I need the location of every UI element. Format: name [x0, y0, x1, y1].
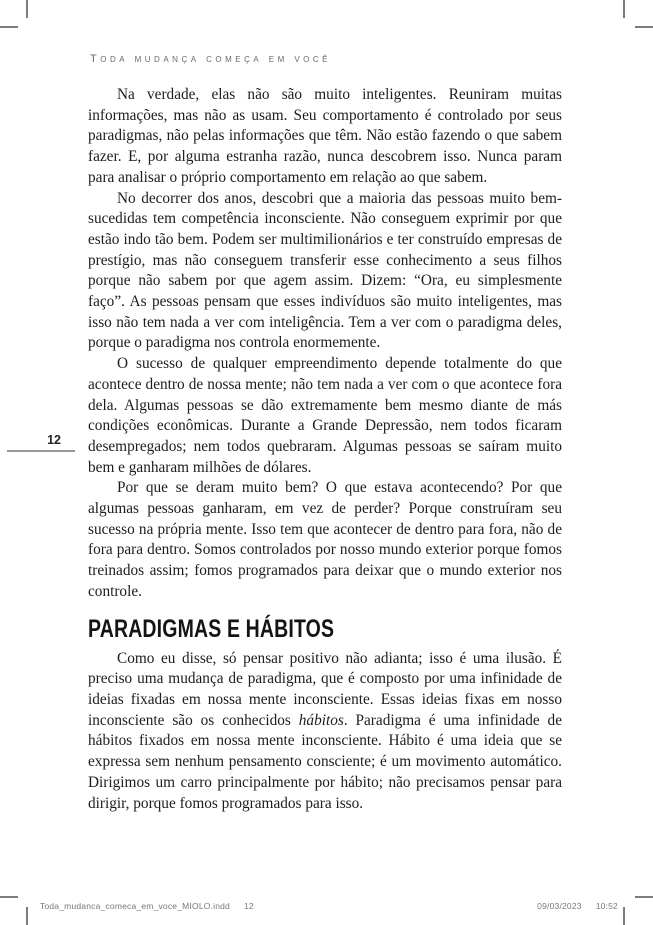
crop-mark-bottom-right-horizontal	[635, 896, 653, 898]
footer-time: 10:52	[595, 901, 618, 911]
running-header: Toda mudança começa em você	[90, 53, 332, 65]
margin-page-number-block	[0, 433, 80, 452]
body-text-run: . Paradigma é uma infinidade de hábitos fixados em nossa mente inconsciente. Hábito é uma ideia que se expressa sem nenhum pensamento consciente; é um movimento automático. Dirigimos um carro principalmente por hábito; não precisamos pensar para dirigir, porque fomos programados para isso.	[88, 711, 562, 812]
body-text	[88, 85, 562, 814]
body-text-run: Por que se deram muito bem? O que estava acontecendo? Por que algumas pessoas ganharam, em vez de perder? Porque construíram seu sucesso na própria mente. Isso tem que acontecer de dentro para fora, não de fora para dentro. Somos controlados por nosso mundo exterior porque fomos treinados assim; fomos programados para deixar que o mundo exterior nos controle.	[88, 479, 562, 600]
crop-mark-top-left-horizontal	[0, 26, 18, 28]
paragraph	[88, 189, 562, 355]
body-text-run: Na verdade, elas não são muito inteligentes. Reuniram muitas informações, mas não as usam. Seu comportamento é controlado por seus paradigmas, não pelas informações que têm. Não estão fazendo o que sabem fazer. E, por alguma estranha razão, nunca descobrem isso. Nunca param para analisar o próprio comportamento em relação ao que sabem.	[88, 86, 562, 186]
footer-file-name: Toda_mudanca_comeca_em_voce_MIOLO.indd	[40, 901, 230, 911]
italic-text: hábitos	[298, 711, 344, 729]
body-text-run: Como eu disse, só pensar positivo não adianta; isso é uma ilusão. É preciso uma mudança de paradigma, que é composto por uma infinidade de ideias fixadas em nossa mente inconsciente. Essas ideias fixas em nosso inconsciente são os conhecidos	[88, 649, 562, 729]
paragraph	[88, 478, 562, 602]
crop-mark-top-left-vertical	[26, 0, 28, 18]
body-text-run: No decorrer dos anos, descobri que a maioria das pessoas muito bem-sucedidas tem competência inconsciente. Não conseguem exprimir por que estão indo tão bem. Podem ser multimilionários e ter construído empresas de prestígio, mas não conseguem transferir esse conhecimento a seus filhos porque não sabem por que agem assim. Dizem: “Ora, eu simplesmente faço”. As pessoas pensam que esses indivíduos são muito inteligentes, mas isso não tem nada a ver com inteligência. Tem a ver com o paradigma deles, porque o paradigma nos controla enormemente.	[88, 189, 562, 352]
paragraph	[88, 85, 562, 189]
paragraph	[88, 354, 562, 478]
page-number-rule	[7, 450, 75, 452]
crop-mark-top-right-vertical	[623, 0, 625, 18]
page-number: 12	[47, 433, 61, 447]
crop-mark-bottom-left-vertical	[26, 907, 28, 925]
footer-datetime	[537, 901, 618, 911]
section-heading: PARADIGMAS E HÁBITOS	[88, 614, 335, 643]
footer-file-page: 12	[244, 901, 254, 911]
footer-date: 09/03/2023	[537, 901, 582, 911]
footer-file-info	[40, 901, 254, 911]
paragraph	[88, 649, 562, 815]
crop-mark-bottom-right-vertical	[623, 907, 625, 925]
crop-mark-top-right-horizontal	[635, 26, 653, 28]
crop-mark-bottom-left-horizontal	[0, 896, 18, 898]
body-text-run: O sucesso de qualquer empreendimento depende totalmente do que acontece dentro de nossa mente; não tem nada a ver com o que acontece fora dela. Algumas pessoas se dão extremamente bem mesmo diante de más condições econômicas. Durante a Grande Depressão, nem todos ficaram desempregados; nem todos quebraram. Algumas pessoas se saíram muito bem e ganharam milhões de dólares.	[88, 355, 562, 476]
